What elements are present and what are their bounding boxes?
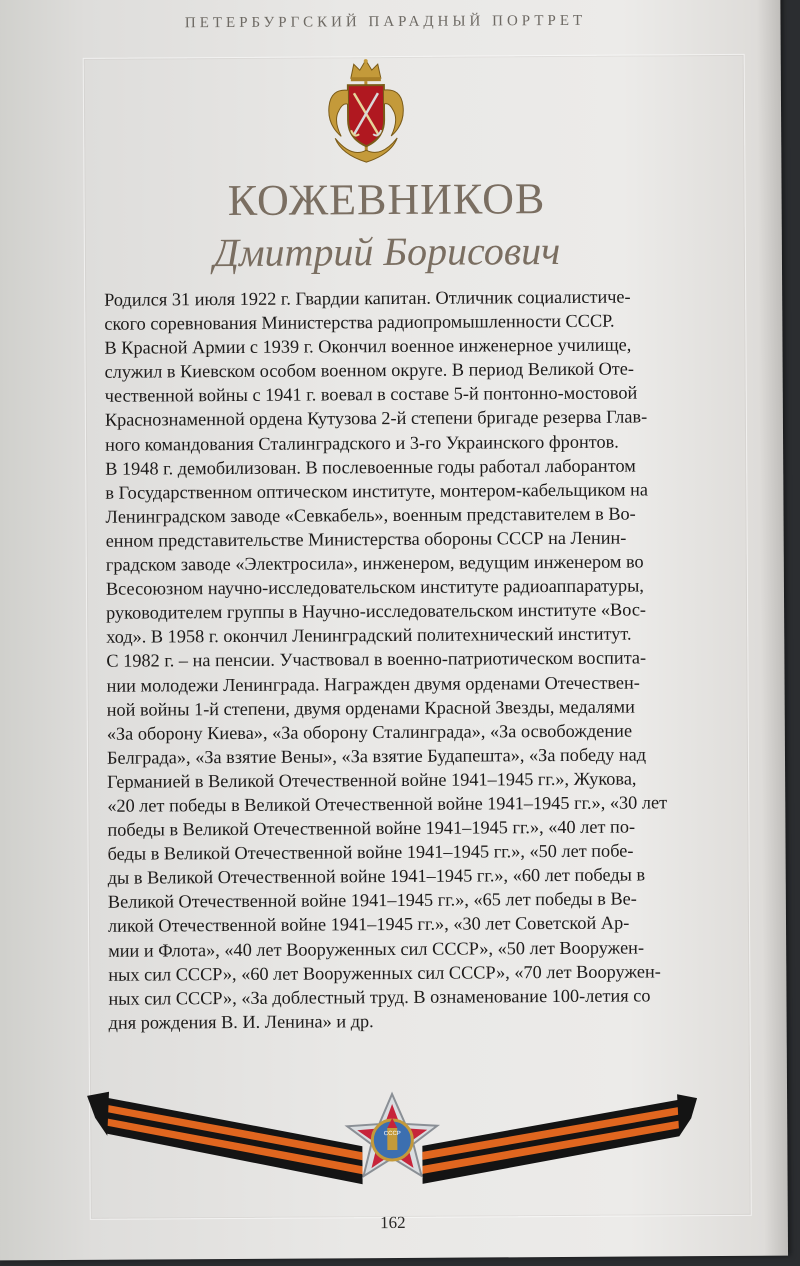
biography-line: нии молодежи Ленинграда. Награжден двумя орденами Отечествен-: [106, 672, 640, 696]
biography-line: руководителем группы в Научно-исследовательском институте «Вос-: [106, 599, 647, 623]
given-names-heading: Дмитрий Борисович: [213, 227, 561, 276]
biography-line: «20 лет победы в Великой Отечественной войне 1941–1945 гг.», «30 лет: [107, 792, 668, 816]
biography-line: С 1982 г. – на пенсии. Участвовал в военно-патриотическом воспита-: [106, 647, 647, 672]
biography-line: ход». В 1958 г. окончил Ленинградский политехнический институт.: [106, 623, 632, 648]
biography-line: градском заводе «Электросила», инженером, ведущим инженером во: [105, 551, 644, 575]
biography-text: [104, 284, 669, 1034]
biography-line: дня рождения В. И. Ленина» и др.: [108, 1010, 374, 1033]
biography-line: в Государственном оптическом институте, монтером-кабельщиком на: [105, 479, 649, 503]
biography-line: мии и Флота», «40 лет Вооруженных сил СССР», «50 лет Вооружен-: [108, 937, 645, 961]
order-badge-text: СССР: [383, 1130, 401, 1138]
biography-line: ды в Великой Отечественной войне 1941–1945 гг.», «60 лет победы в: [107, 864, 646, 889]
biography-line: «За оборону Киева», «За оборону Сталинграда», «За освобождение: [106, 720, 633, 744]
biography-line: победы в Великой Отечественной войне 1941–1945 гг.», «40 лет по-: [107, 816, 636, 840]
biography-line: ликой Отечественной войне 1941–1945 гг.», «30 лет Советской Ар-: [107, 913, 630, 937]
biography-line: Краснознаменной ордена Кутузова 2-й степени бригаде резерва Глав-: [104, 406, 648, 431]
biography-line: беды в Великой Отечественной войне 1941–1945 гг.», «50 лет побе-: [107, 840, 634, 864]
biography-line: Всесоюзном научно-исследовательском институте радиоаппаратуры,: [105, 575, 645, 599]
biography-line: ных сил СССР», «60 лет Вооруженных сил СССР», «70 лет Вооружен-: [108, 961, 661, 985]
st-george-ribbon: [87, 1084, 698, 1208]
biography-line: ского соревнования Министерства радиопромышленности СССР.: [104, 310, 615, 334]
page-number: 162: [380, 1212, 406, 1233]
biography-line: Ленинградском заводе «Севкабель», военным представителем в Во-: [105, 503, 636, 527]
biography-line: Великой Отечественной войне 1941–1945 гг.», «65 лет победы в Ве-: [107, 888, 637, 913]
biography-line: служил в Киевском особом военном округе. В период Великой Оте-: [104, 358, 635, 383]
biography-line: Германией в Великой Отечественной войне 1941–1945 гг.», Жукова,: [107, 768, 637, 792]
biography-line: енном представительстве Министерства обороны СССР на Ленин-: [105, 527, 627, 551]
biography-line: ных сил СССР», «За доблестный труд. В ознаменование 100-летия со: [108, 985, 651, 1009]
biography-line: В Красной Армии с 1939 г. Окончил военное инженерное училище,: [104, 334, 632, 358]
biography-line: ной войны 1-й степени, двумя орденами Красной Звезды, медалями: [106, 696, 635, 720]
biography-line: В 1948 г. демобилизован. В послевоенные годы работал лаборантом: [105, 455, 636, 479]
biography-line: чественной войны с 1941 г. воевал в составе 5-й понтонно-мостовой: [104, 382, 638, 407]
running-header: ПЕТЕРБУРГСКИЙ ПАРАДНЫЙ ПОРТРЕТ: [184, 12, 587, 32]
biography-line: Белграда», «За взятие Вены», «За взятие Будапешта», «За победу над: [106, 744, 647, 768]
biography-line: Родился 31 июля 1922 г. Гвардии капитан. Отличник социалистиче-: [104, 286, 631, 310]
biography-line: ного командования Сталинградского и 3-го Украинского фронтов.: [105, 431, 619, 455]
surname-heading: КОЖЕВНИКОВ: [227, 174, 546, 226]
st-petersburg-coat-of-arms-icon: [321, 58, 412, 169]
